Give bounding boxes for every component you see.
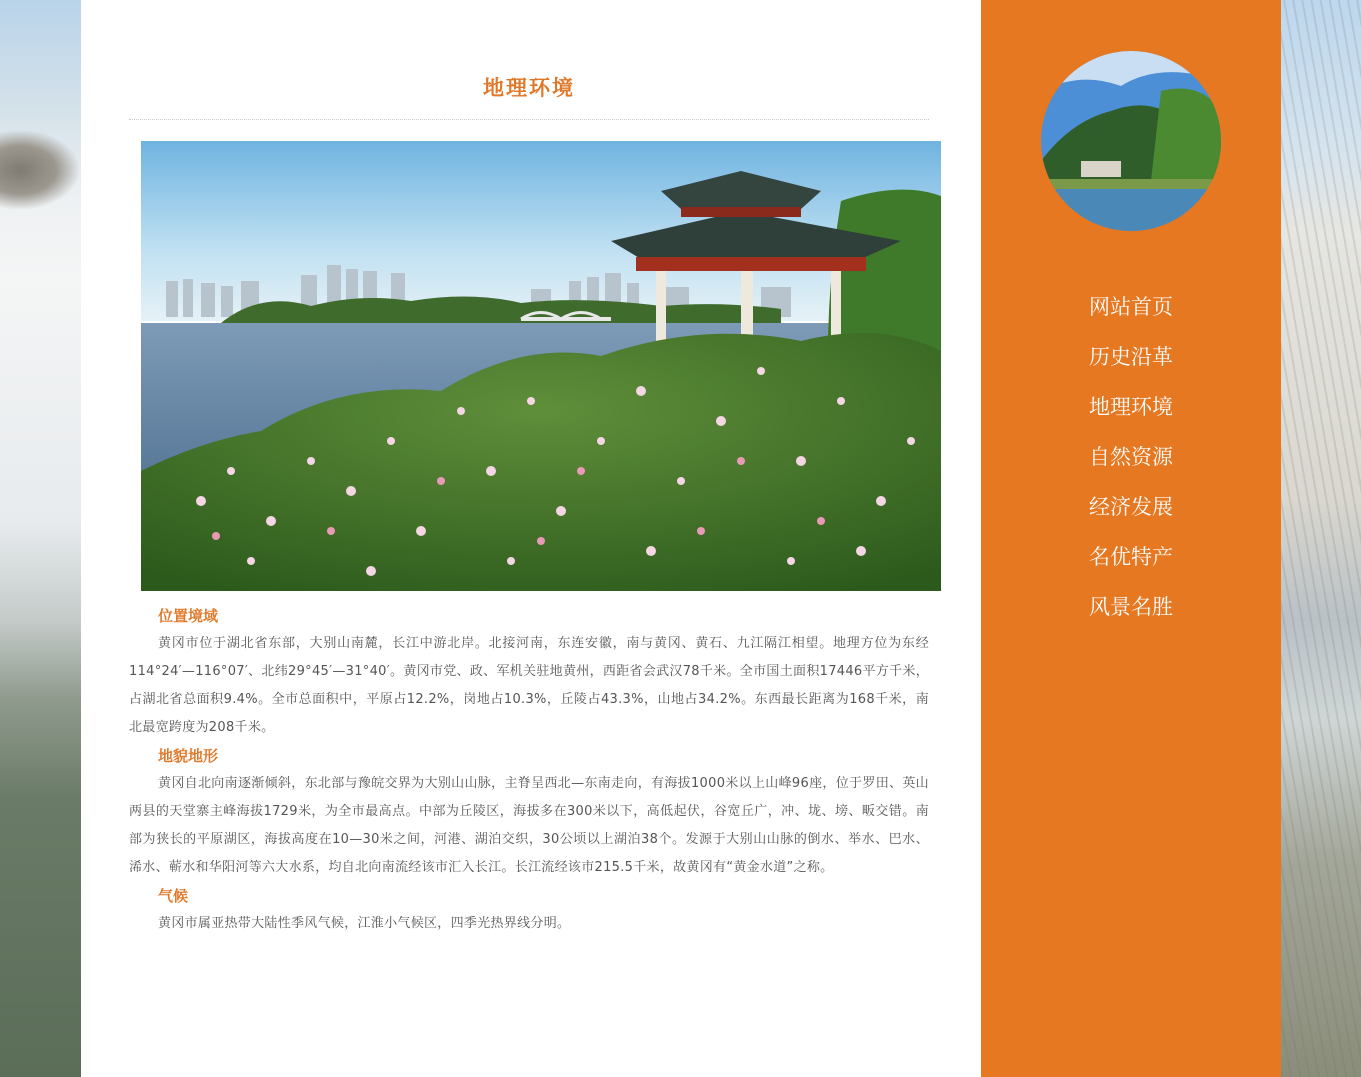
section-text-climate: 黄冈市属亚热带大陆性季风气候，江淮小气候区，四季光热界线分明。	[158, 916, 571, 931]
nav-item-scenery[interactable]: 风景名胜	[1089, 595, 1173, 619]
sidebar-nav	[981, 282, 1281, 632]
section-text-terrain: 黄冈自北向南逐渐倾斜，东北部与豫皖交界为大别山山脉，主脊呈西北—东南走向，有海拔1000米以上山峰96座，位于罗田、英山两县的天堂寨主峰海拔1729米，为全市最高点。中部为丘陵区，海拔多在300米以下，高低起伏，谷宽丘广，冲、垅、塝、畈交错。南部为狭长的平原湖区，海拔高度在10—30米之间，河港、湖泊交织，30公顷以上湖泊38个。发源于大别山山脉的倒水、举水、巴水、浠水、蕲水和华阳河等六大水系，均自北向南流经该市汇入长江。长江流经该市215.5千米，故黄冈有“黄金水道”之称。	[129, 776, 929, 875]
page-title: 地理环境	[483, 75, 575, 100]
section-text-location: 黄冈市位于湖北省东部，大别山南麓，长江中游北岸。北接河南，东连安徽，南与黄冈、黄石、九江隔江相望。地理方位为东经114°24′—116°07′、北纬29°45′—31°40′。黄冈市党、政、军机关驻地黄州，西距省会武汉78千米。全市国土面积17446平方千米，占湖北省总面积9.4%。全市总面积中，平原占12.2%，岗地占10.3%，丘陵占43.3%，山地占34.2%。东西最长距离为168千米，南北最宽跨度为208千米。	[129, 636, 929, 735]
nav-item-resources[interactable]: 自然资源	[1089, 445, 1173, 469]
section-heading-location: 位置境域	[158, 607, 219, 625]
sidebar	[981, 0, 1281, 1077]
right-scenic-background	[1281, 0, 1361, 1077]
left-scenic-background	[0, 0, 81, 1077]
hero-image	[141, 141, 941, 591]
nav-item-home[interactable]: 网站首页	[1089, 295, 1173, 319]
nav-item-geography[interactable]: 地理环境	[1089, 395, 1173, 419]
article-content	[129, 602, 929, 938]
main-content-panel	[81, 0, 981, 1077]
nav-item-specialties[interactable]: 名优特产	[1089, 545, 1173, 569]
title-divider	[129, 119, 929, 120]
section-heading-climate: 气候	[158, 887, 189, 905]
nav-item-history[interactable]: 历史沿革	[1089, 345, 1173, 369]
section-heading-terrain: 地貌地形	[158, 747, 219, 765]
nav-item-economy[interactable]: 经济发展	[1089, 495, 1173, 519]
sidebar-avatar-image	[1041, 51, 1221, 231]
